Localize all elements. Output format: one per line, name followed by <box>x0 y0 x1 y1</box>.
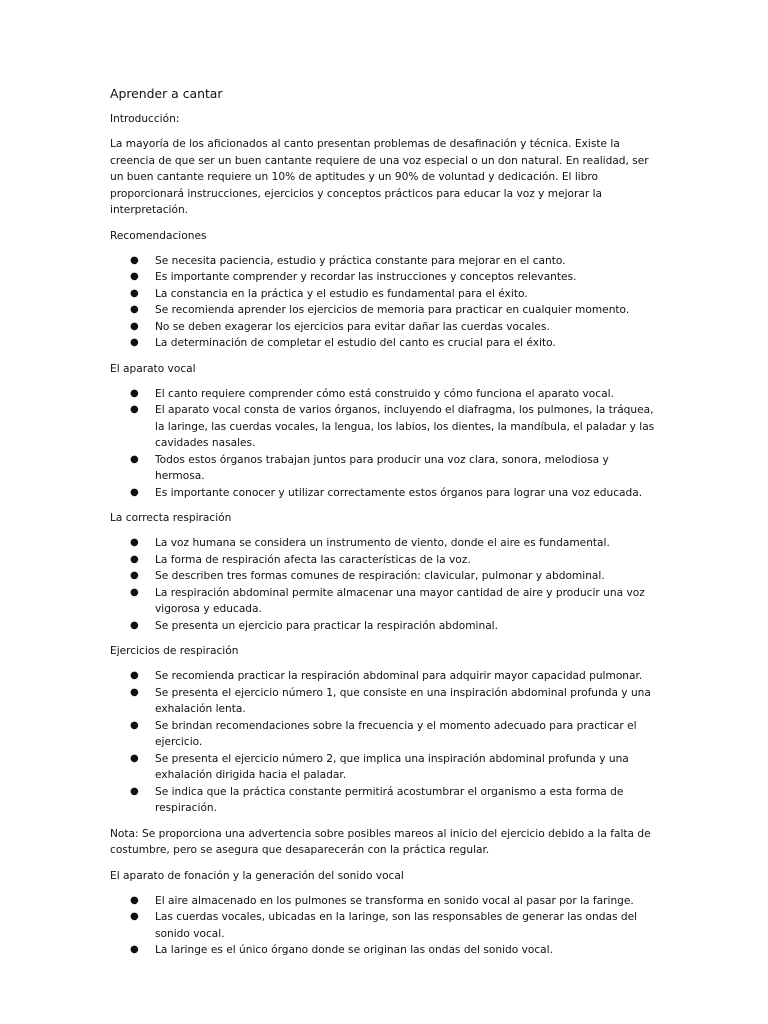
list-item <box>110 302 658 319</box>
bullet-icon: ● <box>130 271 139 282</box>
list-item <box>110 718 658 751</box>
document-page <box>110 86 658 968</box>
list-item-text: Se recomienda practicar la respiración abdominal para adquirir mayor capacidad pulmonar. <box>155 670 643 682</box>
list-item-text: La determinación de completar el estudio del canto es crucial para el éxito. <box>155 337 556 349</box>
bullet-icon: ● <box>130 337 139 348</box>
bullet-icon: ● <box>130 304 139 315</box>
bullet-icon: ● <box>130 320 139 332</box>
list-item <box>110 552 658 569</box>
list-item <box>110 452 658 485</box>
bullet-icon: ● <box>130 404 139 415</box>
list-item <box>110 784 658 817</box>
bullet-icon: ● <box>130 486 139 498</box>
list-item <box>110 618 658 635</box>
list-item <box>110 335 658 352</box>
list-item-text: Se necesita paciencia, estudio y práctica constante para mejorar en el canto. <box>155 254 566 267</box>
bullet-icon: ● <box>130 553 139 565</box>
list-item-text: Se describen tres formas comunes de respiración: clavicular, pulmonar y abdominal. <box>155 570 605 582</box>
list-item <box>110 751 658 784</box>
bullet-icon: ● <box>130 387 139 399</box>
recomendaciones-list <box>110 253 658 352</box>
list-item-text: El aire almacenado en los pulmones se transforma en sonido vocal al pasar por la faringe. <box>155 894 634 907</box>
list-item-text: La laringe es el único órgano donde se originan las ondas del sonido vocal. <box>155 944 553 956</box>
list-item-text: Se brindan recomendaciones sobre la frecuencia y el momento adecuado para practicar el ejercicio. <box>155 719 637 748</box>
aparato-vocal-list <box>110 386 658 502</box>
list-item <box>110 286 658 303</box>
bullet-icon: ● <box>130 752 139 764</box>
list-item-text: No se deben exagerar los ejercicios para evitar dañar las cuerdas vocales. <box>155 320 550 333</box>
bullet-icon: ● <box>130 570 139 581</box>
list-item <box>110 535 658 552</box>
list-item-text: La forma de respiración afecta las características de la voz. <box>155 553 471 566</box>
list-item-text: Las cuerdas vocales, ubicadas en la laringe, son las responsables de generar las ondas del sonido vocal. <box>155 911 638 940</box>
ejercicios-respiracion-list <box>110 668 658 817</box>
section-heading-aparato-fonacion: El aparato de fonación y la generación del sonido vocal <box>110 869 404 882</box>
bullet-icon: ● <box>130 453 139 465</box>
correcta-respiracion-list <box>110 535 658 634</box>
bullet-icon: ● <box>130 287 139 299</box>
bullet-icon: ● <box>130 254 139 266</box>
bullet-icon: ● <box>130 619 139 631</box>
section-heading-ejercicios-respiracion: Ejercicios de respiración <box>110 645 239 657</box>
list-item <box>110 909 658 942</box>
list-item <box>110 668 658 685</box>
list-item <box>110 685 658 718</box>
list-item <box>110 568 658 585</box>
list-item-text: Es importante comprender y recordar las instrucciones y conceptos relevantes. <box>155 271 577 283</box>
bullet-icon: ● <box>130 537 139 548</box>
document-title: Aprender a cantar <box>110 86 223 101</box>
list-item-text: El aparato vocal consta de varios órganos, incluyendo el diafragma, los pulmones, la tráquea, la laringe, las cuerdas vocales, la lengua, los labios, los dientes, la mandíbula, el paladar y las cavidades nasales. <box>155 404 655 449</box>
bullet-icon: ● <box>130 911 139 922</box>
note-paragraph: Nota: Se proporciona una advertencia sobre posibles mareos al inicio del ejercicio debido a la falta de costumbre, pero se asegura que desaparecerán con la práctica regular. <box>110 827 651 856</box>
list-item-text: Se indica que la práctica constante permitirá acostumbrar el organismo a esta forma de respiración. <box>155 785 624 814</box>
list-item <box>110 893 658 910</box>
list-item-text: Se presenta un ejercicio para practicar la respiración abdominal. <box>155 619 498 632</box>
bullet-icon: ● <box>130 719 139 731</box>
bullet-icon: ● <box>130 785 139 797</box>
list-item-text: Es importante conocer y utilizar correctamente estos órganos para lograr una voz educada. <box>155 486 643 499</box>
bullet-icon: ● <box>130 686 139 698</box>
list-item-text: La respiración abdominal permite almacenar una mayor cantidad de aire y producir una voz vigorosa y educada. <box>155 586 645 615</box>
intro-paragraph: La mayoría de los aficionados al canto presentan problemas de desafinación y técnica. Existe la creencia de que ser un buen cantante requiere de una voz especial o un don natural. En realidad, ser un buen cantante requiere un 10% de aptitudes y un 90% de voluntad y dedicación. El libro proporcionará instrucciones, ejercicios y conceptos prácticos para educar la voz y mejorar la interpretación. <box>110 138 649 216</box>
bullet-icon: ● <box>130 670 139 681</box>
bullet-icon: ● <box>130 944 139 955</box>
section-heading-recomendaciones: Recomendaciones <box>110 229 207 242</box>
list-item-text: Todos estos órganos trabajan juntos para producir una voz clara, sonora, melodiosa y hermosa. <box>155 453 609 482</box>
aparato-fonacion-list <box>110 893 658 959</box>
list-item <box>110 253 658 270</box>
list-item <box>110 402 658 452</box>
list-item-text: Se recomienda aprender los ejercicios de memoria para practicar en cualquier momento. <box>155 304 630 316</box>
section-heading-aparato-vocal: El aparato vocal <box>110 362 196 375</box>
list-item <box>110 319 658 336</box>
list-item-text: Se presenta el ejercicio número 1, que consiste en una inspiración abdominal profunda y una exhalación lenta. <box>155 686 651 715</box>
list-item-text: La voz humana se considera un instrumento de viento, donde el aire es fundamental. <box>155 537 610 549</box>
list-item <box>110 942 658 959</box>
list-item-text: El canto requiere comprender cómo está construido y cómo funciona el aparato vocal. <box>155 387 614 400</box>
bullet-icon: ● <box>130 894 139 906</box>
list-item-text: Se presenta el ejercicio número 2, que implica una inspiración abdominal profunda y una exhalación dirigida hacia el paladar. <box>155 752 629 781</box>
list-item <box>110 485 658 502</box>
list-item <box>110 386 658 403</box>
bullet-icon: ● <box>130 586 139 598</box>
list-item <box>110 585 658 618</box>
list-item <box>110 269 658 286</box>
section-heading-correcta-respiracion: La correcta respiración <box>110 512 232 524</box>
section-heading-introduccion: Introducción: <box>110 113 180 125</box>
list-item-text: La constancia en la práctica y el estudio es fundamental para el éxito. <box>155 287 528 300</box>
